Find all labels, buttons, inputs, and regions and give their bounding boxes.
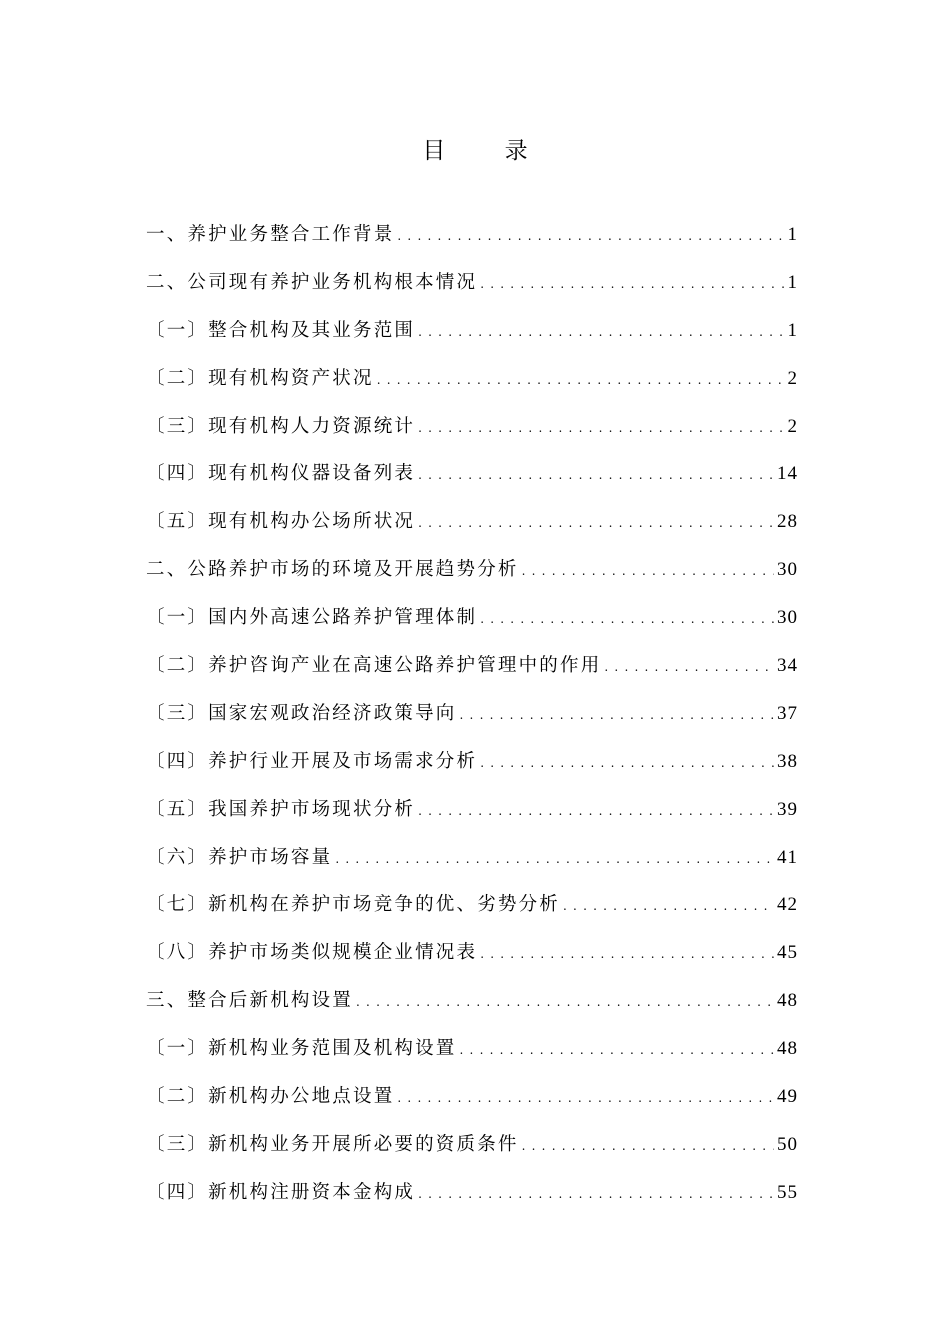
toc-entry-label: 一、养护业务整合工作背景	[146, 224, 395, 245]
toc-dot-leader	[522, 1125, 774, 1167]
toc-entry-page: 34	[777, 655, 798, 677]
toc-entry[interactable]	[146, 1076, 798, 1124]
toc-entry-label: 〔六〕养护市场容量	[146, 846, 333, 868]
toc-entry[interactable]	[146, 741, 798, 789]
toc-entry[interactable]	[146, 310, 798, 358]
toc-entry-label: 〔八〕养护市场类似规模企业情况表	[146, 942, 478, 964]
toc-entry-label: 〔五〕现有机构办公场所状况	[146, 511, 416, 533]
toc-entry[interactable]	[146, 932, 798, 980]
toc-dot-leader	[418, 1173, 774, 1215]
toc-entry[interactable]	[146, 884, 798, 932]
toc-entry-label: 〔一〕新机构业务范围及机构设置	[146, 1038, 457, 1060]
toc-dot-leader	[480, 742, 774, 784]
toc-entry-page: 30	[777, 607, 798, 629]
toc-entry-page: 49	[777, 1086, 798, 1108]
toc-dot-leader	[397, 1077, 774, 1119]
toc-entry-label: 〔一〕整合机构及其业务范围	[146, 319, 416, 341]
toc-entry-label: 〔二〕新机构办公地点设置	[146, 1086, 395, 1108]
toc-title: 目 录	[422, 138, 554, 164]
toc-entry[interactable]	[146, 406, 798, 454]
toc-dot-leader	[418, 502, 774, 544]
toc-entry-label: 〔二〕现有机构资产状况	[146, 367, 374, 389]
toc-entry[interactable]	[146, 214, 798, 262]
toc-entry-label: 〔四〕新机构注册资本金构成	[146, 1181, 416, 1203]
toc-entry[interactable]	[146, 549, 798, 597]
toc-entry-page: 14	[777, 463, 798, 485]
toc-entry[interactable]	[146, 501, 798, 549]
toc-entry-page: 55	[777, 1181, 798, 1203]
toc-entry-label: 〔三〕现有机构人力资源统计	[146, 415, 416, 437]
toc-dot-leader	[480, 263, 784, 305]
toc-entry-label: 〔一〕国内外高速公路养护管理体制	[146, 607, 478, 629]
toc-entry-label: 〔五〕我国养护市场现状分析	[146, 798, 416, 820]
toc-entry[interactable]	[146, 837, 798, 885]
toc-entry-label: 〔二〕养护咨询产业在高速公路养护管理中的作用	[146, 655, 602, 677]
toc-entry[interactable]	[146, 1124, 798, 1172]
toc-entry-page: 39	[777, 798, 798, 820]
toc-dot-leader	[397, 215, 784, 257]
toc-dot-leader	[335, 838, 774, 880]
toc-entry-page: 48	[777, 990, 798, 1012]
toc-entry[interactable]	[146, 1028, 798, 1076]
toc-entry[interactable]	[146, 693, 798, 741]
toc-entry-label: 三、整合后新机构设置	[146, 990, 354, 1012]
toc-entry-page: 41	[777, 846, 798, 868]
toc-entry[interactable]	[146, 645, 798, 693]
toc-entry-page: 28	[777, 511, 798, 533]
toc-entry[interactable]	[146, 789, 798, 837]
toc-entry-page: 2	[787, 415, 798, 437]
toc-entry-page: 1	[787, 271, 798, 293]
toc-entry[interactable]	[146, 262, 798, 310]
toc-dot-leader	[418, 790, 774, 832]
toc-entry-page: 42	[777, 894, 798, 916]
toc-dot-leader	[604, 646, 774, 688]
toc-dot-leader	[460, 694, 774, 736]
toc-entry-page: 1	[787, 319, 798, 341]
toc-dot-leader	[563, 885, 774, 927]
toc-list	[146, 214, 798, 1220]
toc-entry-label: 二、公路养护市场的环境及开展趋势分析	[146, 559, 519, 581]
toc-dot-leader	[418, 407, 784, 449]
toc-entry-page: 30	[777, 559, 798, 581]
toc-dot-leader	[356, 981, 774, 1023]
toc-entry-label: 〔四〕现有机构仪器设备列表	[146, 463, 416, 485]
toc-dot-leader	[480, 598, 774, 640]
toc-entry-label: 〔四〕养护行业开展及市场需求分析	[146, 750, 478, 772]
toc-entry[interactable]	[146, 1172, 798, 1220]
toc-entry-page: 37	[777, 702, 798, 724]
toc-entry[interactable]	[146, 980, 798, 1028]
toc-dot-leader	[377, 359, 785, 401]
toc-entry[interactable]	[146, 358, 798, 406]
toc-entry-label: 〔三〕国家宏观政治经济政策导向	[146, 702, 457, 724]
toc-entry-page: 1	[787, 224, 798, 245]
toc-dot-leader	[480, 933, 774, 975]
toc-dot-leader	[460, 1029, 774, 1071]
toc-entry[interactable]	[146, 453, 798, 501]
toc-entry-page: 38	[777, 750, 798, 772]
toc-entry-page: 45	[777, 942, 798, 964]
toc-dot-leader	[522, 550, 774, 592]
toc-entry-label: 二、公司现有养护业务机构根本情况	[146, 271, 478, 293]
toc-dot-leader	[418, 311, 784, 353]
toc-entry-page: 48	[777, 1038, 798, 1060]
toc-entry-label: 〔七〕新机构在养护市场竞争的优、劣势分析	[146, 894, 561, 916]
toc-entry-page: 2	[787, 367, 798, 389]
toc-entry-label: 〔三〕新机构业务开展所必要的资质条件	[146, 1133, 519, 1155]
toc-dot-leader	[418, 454, 774, 496]
toc-entry-page: 50	[777, 1133, 798, 1155]
toc-entry[interactable]	[146, 597, 798, 645]
